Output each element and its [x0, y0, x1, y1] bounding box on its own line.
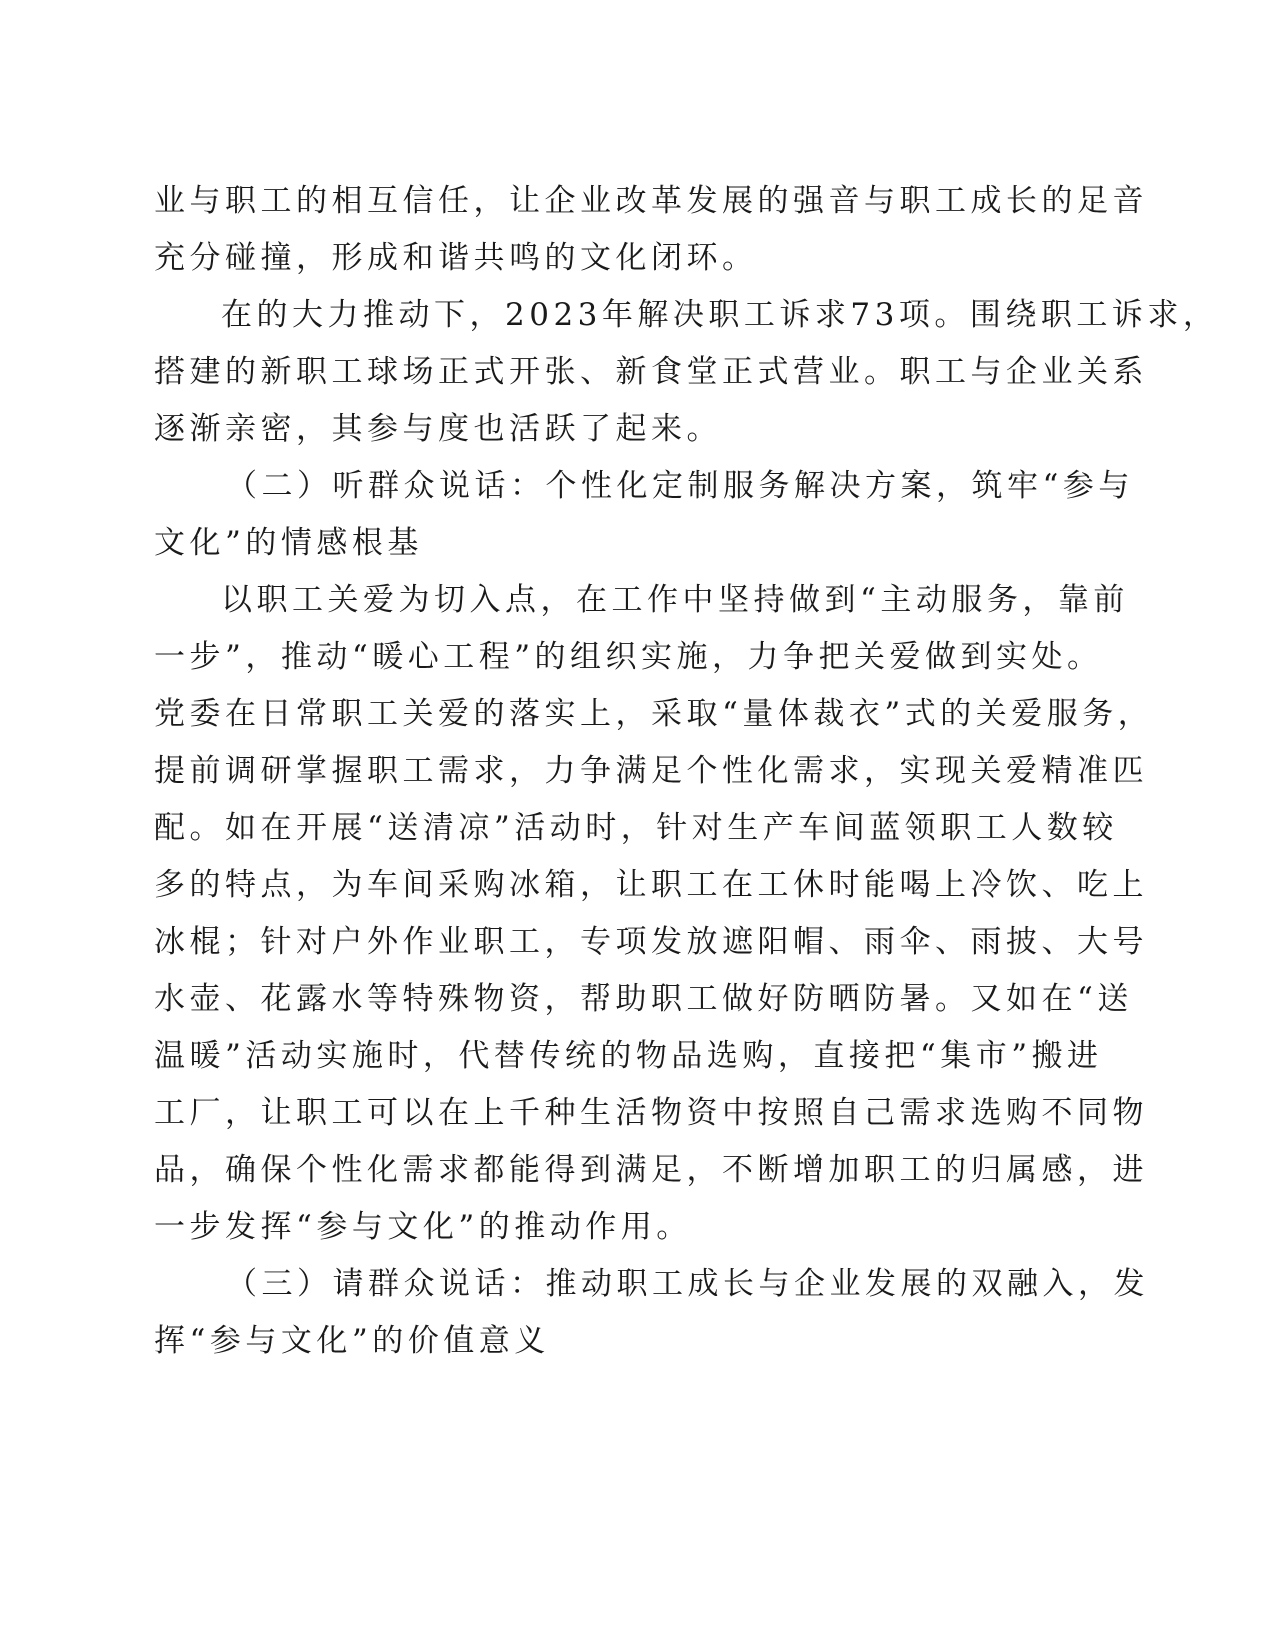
paragraph-line: 提前调研掌握职工需求，力争满足个性化需求，实现关爱精准匹 — [154, 753, 1148, 789]
paragraph-line: 冰棍；针对户外作业职工，专项发放遮阳帽、雨伞、雨披、大号 — [154, 924, 1148, 960]
paragraph-line: 一步”，推动“暖心工程”的组织实施，力争把关爱做到实处。 — [154, 639, 1103, 675]
paragraph-line: 一步发挥“参与文化”的推动作用。 — [154, 1209, 692, 1245]
paragraph-line: 搭建的新职工球场正式开张、新食堂正式营业。职工与企业关系 — [154, 354, 1148, 390]
paragraph-line: 逐渐亲密，其参与度也活跃了起来。 — [154, 411, 722, 447]
paragraph-line: 工厂，让职工可以在上千种生活物资中按照自己需求选购不同物 — [154, 1095, 1148, 1131]
paragraph-line: 水壶、花露水等特殊物资，帮助职工做好防晒防暑。又如在“送 — [154, 981, 1133, 1017]
paragraph-line: 业与职工的相互信任，让企业改革发展的强音与职工成长的足音 — [154, 183, 1148, 219]
paragraph-line: 配。如在开展“送清凉”活动时，针对生产车间蓝领职工人数较 — [154, 810, 1118, 846]
section-heading-2-cont: 文化”的情感根基 — [154, 525, 423, 561]
paragraph-line: 温暖”活动实施时，代替传统的物品选购，直接把“集市”搬进 — [154, 1038, 1103, 1074]
paragraph-line: 党委在日常职工关爱的落实上，采取“量体裁衣”式的关爱服务， — [154, 696, 1154, 732]
paragraph-line: 充分碰撞，形成和谐共鸣的文化闭环。 — [154, 240, 758, 276]
paragraph-line: 品，确保个性化需求都能得到满足，不断增加职工的归属感，进 — [154, 1152, 1148, 1188]
section-heading-3-cont: 挥“参与文化”的价值意义 — [154, 1323, 550, 1359]
paragraph-line: 多的特点，为车间采购冰箱，让职工在工休时能喝上冷饮、吃上 — [154, 867, 1148, 903]
paragraph-line: 以职工关爱为切入点，在工作中坚持做到“主动服务，靠前 — [221, 582, 1129, 618]
section-heading-3: （三）请群众说话：推动职工成长与企业发展的双融入，发 — [226, 1266, 1149, 1302]
paragraph-line: 在的大力推动下，2023年解决职工诉求73项。围绕职工诉求， — [221, 297, 1219, 333]
section-heading-2: （二）听群众说话：个性化定制服务解决方案，筑牢“参与 — [226, 468, 1134, 504]
